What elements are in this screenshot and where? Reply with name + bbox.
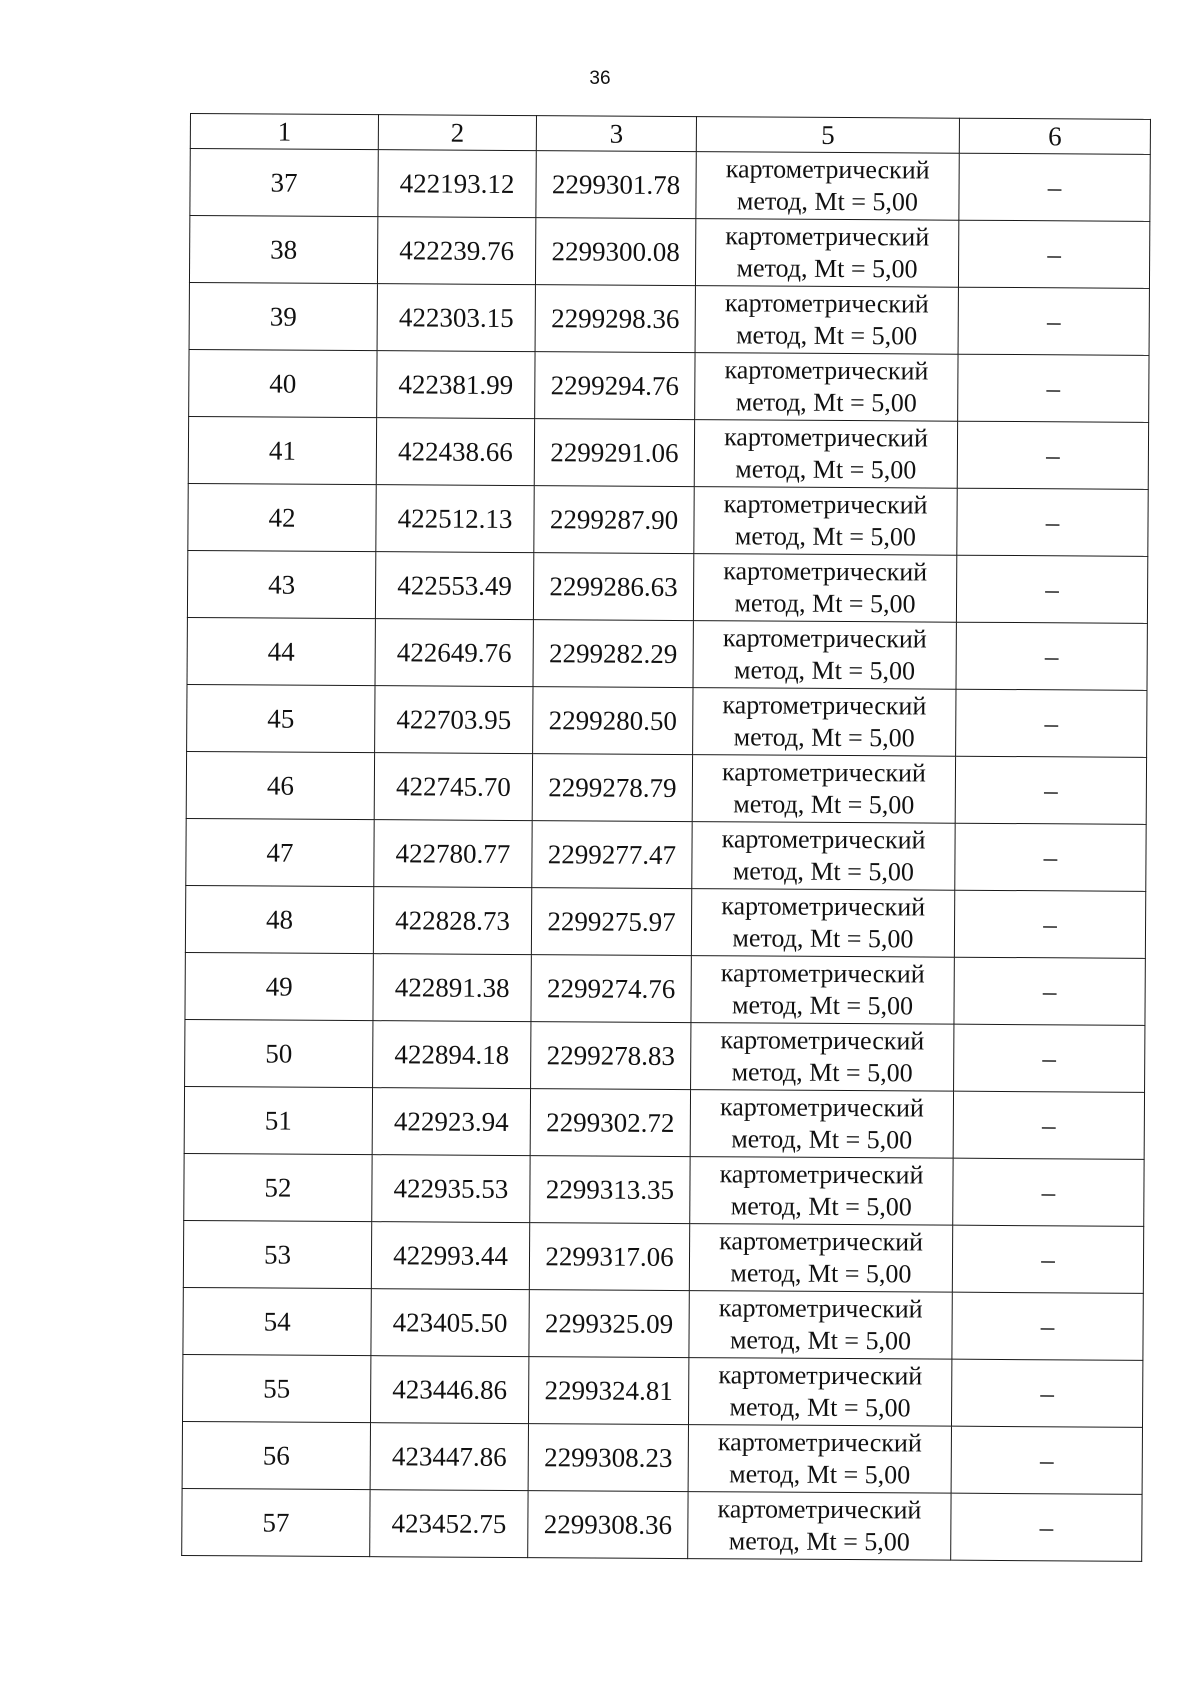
col-6-cell: – [958, 287, 1149, 355]
method-cell [693, 621, 956, 690]
method-cell [694, 487, 957, 556]
y-coordinate-cell: 2299278.83 [531, 1022, 691, 1090]
y-coordinate-cell: 2299308.36 [528, 1491, 688, 1559]
table-row [185, 952, 1145, 1025]
method-line-2: метод, Mt = 5,00 [735, 454, 917, 485]
y-coordinate-cell: 2299324.81 [529, 1357, 689, 1425]
method-cell [693, 554, 956, 623]
method-line-1: картометрический [723, 489, 928, 520]
method-line-1: картометрический [718, 1293, 923, 1324]
y-coordinate-cell: 2299301.78 [536, 151, 696, 219]
y-coordinate-cell: 2299325.09 [529, 1290, 689, 1358]
method-cell [692, 822, 955, 891]
method-line-2: метод, Mt = 5,00 [734, 588, 916, 619]
col-6-cell: – [955, 756, 1146, 824]
table-row [182, 1421, 1142, 1494]
method-line-1: картометрический [721, 757, 926, 788]
table-row [190, 149, 1150, 222]
method-line-2: метод, Mt = 5,00 [729, 1459, 911, 1490]
col-6-cell: – [956, 622, 1147, 690]
table-row [182, 1488, 1142, 1561]
method-cell [688, 1492, 951, 1561]
y-coordinate-cell: 2299308.23 [528, 1424, 688, 1492]
point-number-cell: 45 [187, 684, 375, 752]
point-number-cell: 56 [182, 1421, 370, 1489]
x-coordinate-cell: 422703.95 [375, 686, 533, 754]
method-line-1: картометрический [724, 355, 929, 386]
x-coordinate-cell: 422745.70 [374, 753, 532, 821]
y-coordinate-cell: 2299317.06 [529, 1223, 689, 1291]
point-number-cell: 38 [189, 216, 377, 284]
point-number-cell: 50 [185, 1019, 373, 1087]
x-coordinate-cell: 422923.94 [372, 1088, 530, 1156]
point-number-cell: 37 [190, 149, 378, 217]
method-line-2: метод, Mt = 5,00 [734, 521, 917, 552]
col-6-cell: – [955, 823, 1146, 891]
method-line-1: картометрический [718, 1360, 923, 1391]
table-row [188, 483, 1148, 556]
x-coordinate-cell: 423452.75 [370, 1490, 528, 1558]
coordinates-table [181, 113, 1151, 1562]
y-coordinate-cell: 2299286.63 [533, 553, 693, 621]
point-number-cell: 43 [187, 550, 375, 618]
method-cell [689, 1291, 952, 1360]
col-6-cell: – [956, 689, 1147, 757]
method-line-1: картометрический [722, 623, 927, 654]
y-coordinate-cell: 2299275.97 [531, 888, 691, 956]
method-cell [689, 1224, 952, 1293]
method-cell [690, 1157, 953, 1226]
x-coordinate-cell: 422993.44 [371, 1222, 529, 1290]
method-cell [688, 1358, 951, 1427]
method-line-1: картометрический [721, 824, 926, 855]
method-line-2: метод, Mt = 5,00 [731, 1124, 913, 1155]
table-row [185, 1019, 1145, 1092]
method-line-1: картометрический [722, 690, 927, 721]
method-line-2: метод, Mt = 5,00 [733, 722, 915, 753]
x-coordinate-cell: 422193.12 [378, 150, 536, 218]
point-number-cell: 44 [187, 617, 375, 685]
method-line-1: картометрический [725, 221, 930, 252]
point-number-cell: 53 [183, 1220, 371, 1288]
x-coordinate-cell: 422649.76 [375, 619, 533, 687]
method-line-2: метод, Mt = 5,00 [735, 387, 917, 418]
header-col-2: 2 [378, 115, 536, 151]
col-6-cell: – [959, 153, 1150, 221]
col-6-cell: – [954, 890, 1145, 958]
x-coordinate-cell: 422894.18 [373, 1021, 531, 1089]
table-row [183, 1354, 1143, 1427]
method-cell [692, 755, 955, 824]
col-6-cell: – [958, 220, 1149, 288]
method-line-2: метод, Mt = 5,00 [731, 990, 914, 1021]
method-line-1: картометрический [724, 422, 929, 453]
method-line-1: картометрический [720, 958, 925, 989]
x-coordinate-cell: 423405.50 [371, 1289, 529, 1357]
col-6-cell: – [956, 555, 1147, 623]
table-row [183, 1220, 1143, 1293]
method-line-1: картометрический [720, 1025, 925, 1056]
method-line-2: метод, Mt = 5,00 [733, 789, 915, 820]
point-number-cell: 51 [184, 1086, 372, 1154]
method-line-2: метод, Mt = 5,00 [731, 1057, 913, 1088]
col-6-cell: – [954, 957, 1145, 1025]
method-line-2: метод, Mt = 5,00 [736, 320, 918, 351]
table-row [186, 818, 1146, 891]
method-line-2: метод, Mt = 5,00 [729, 1325, 912, 1356]
x-coordinate-cell: 422828.73 [373, 887, 531, 955]
method-line-1: картометрический [721, 891, 926, 922]
method-line-1: картометрический [717, 1427, 922, 1458]
method-line-1: картометрический [725, 154, 930, 185]
x-coordinate-cell: 422780.77 [374, 820, 532, 888]
table-header-row [190, 114, 1150, 155]
method-line-2: метод, Mt = 5,00 [729, 1392, 911, 1423]
method-line-1: картометрический [719, 1092, 924, 1123]
x-coordinate-cell: 422891.38 [373, 954, 531, 1022]
x-coordinate-cell: 422935.53 [372, 1155, 530, 1223]
table-row [188, 416, 1148, 489]
method-line-1: картометрический [719, 1226, 924, 1257]
method-cell [696, 152, 959, 221]
method-cell [693, 688, 956, 757]
method-line-2: метод, Mt = 5,00 [734, 655, 916, 686]
point-number-cell: 55 [183, 1354, 371, 1422]
col-6-cell: – [951, 1493, 1142, 1561]
y-coordinate-cell: 2299277.47 [532, 821, 692, 889]
table-row [186, 751, 1146, 824]
col-6-cell: – [957, 421, 1148, 489]
header-col-1: 1 [190, 114, 378, 150]
y-coordinate-cell: 2299298.36 [535, 285, 695, 353]
y-coordinate-cell: 2299291.06 [534, 419, 694, 487]
table-body [182, 149, 1151, 1562]
x-coordinate-cell: 422239.76 [377, 217, 535, 285]
table-row [184, 1086, 1144, 1159]
y-coordinate-cell: 2299294.76 [535, 352, 695, 420]
col-6-cell: – [952, 1292, 1143, 1360]
table-row [189, 282, 1149, 355]
col-6-cell: – [951, 1359, 1142, 1427]
point-number-cell: 42 [188, 483, 376, 551]
header-col-6: 6 [959, 118, 1150, 154]
col-6-cell: – [954, 1024, 1145, 1092]
method-cell [688, 1425, 951, 1494]
method-line-1: картометрический [724, 288, 929, 319]
method-cell [694, 420, 957, 489]
x-coordinate-cell: 423447.86 [370, 1423, 528, 1491]
y-coordinate-cell: 2299300.08 [535, 218, 695, 286]
x-coordinate-cell: 422381.99 [377, 351, 535, 419]
col-6-cell: – [957, 488, 1148, 556]
y-coordinate-cell: 2299278.79 [532, 754, 692, 822]
table-row [187, 684, 1147, 757]
method-cell [691, 956, 954, 1025]
y-coordinate-cell: 2299287.90 [534, 486, 694, 554]
point-number-cell: 52 [184, 1153, 372, 1221]
table-row [189, 216, 1149, 289]
col-6-cell: – [953, 1158, 1144, 1226]
method-line-2: метод, Mt = 5,00 [732, 856, 914, 887]
table-row [189, 349, 1149, 422]
point-number-cell: 54 [183, 1287, 371, 1355]
point-number-cell: 40 [189, 349, 377, 417]
point-number-cell: 57 [182, 1488, 370, 1556]
table-row [183, 1287, 1143, 1360]
method-line-2: метод, Mt = 5,00 [728, 1526, 910, 1557]
method-line-2: метод, Mt = 5,00 [730, 1258, 912, 1289]
y-coordinate-cell: 2299313.35 [530, 1156, 690, 1224]
method-line-2: метод, Mt = 5,00 [730, 1191, 912, 1222]
col-6-cell: – [951, 1426, 1142, 1494]
x-coordinate-cell: 422303.15 [377, 284, 535, 352]
x-coordinate-cell: 422512.13 [376, 485, 534, 553]
y-coordinate-cell: 2299274.76 [531, 955, 691, 1023]
header-col-5: 5 [696, 117, 959, 154]
method-cell [695, 286, 958, 355]
table-row [185, 885, 1145, 958]
point-number-cell: 49 [185, 952, 373, 1020]
col-6-cell: – [958, 354, 1149, 422]
method-line-2: метод, Mt = 5,00 [732, 923, 914, 954]
method-line-2: метод, Mt = 5,00 [736, 186, 919, 217]
method-line-1: картометрический [719, 1159, 924, 1190]
y-coordinate-cell: 2299282.29 [533, 620, 693, 688]
method-cell [691, 889, 954, 958]
col-6-cell: – [952, 1225, 1143, 1293]
point-number-cell: 46 [186, 751, 374, 819]
x-coordinate-cell: 422553.49 [375, 552, 533, 620]
method-cell [695, 353, 958, 422]
point-number-cell: 47 [186, 818, 374, 886]
point-number-cell: 48 [185, 885, 373, 953]
method-cell [691, 1023, 954, 1092]
point-number-cell: 39 [189, 282, 377, 350]
method-line-1: картометрический [717, 1494, 922, 1525]
y-coordinate-cell: 2299280.50 [533, 687, 693, 755]
method-line-1: картометрический [723, 556, 928, 587]
x-coordinate-cell: 422438.66 [376, 418, 534, 486]
method-line-2: метод, Mt = 5,00 [736, 253, 918, 284]
col-6-cell: – [953, 1091, 1144, 1159]
page-number: 36 [589, 68, 611, 89]
table-row [187, 617, 1147, 690]
x-coordinate-cell: 423446.86 [371, 1356, 529, 1424]
y-coordinate-cell: 2299302.72 [530, 1089, 690, 1157]
table-row [187, 550, 1147, 623]
point-number-cell: 41 [188, 416, 376, 484]
method-cell [695, 219, 958, 288]
header-col-3: 3 [536, 116, 696, 152]
method-cell [690, 1090, 953, 1159]
table-row [184, 1153, 1144, 1226]
